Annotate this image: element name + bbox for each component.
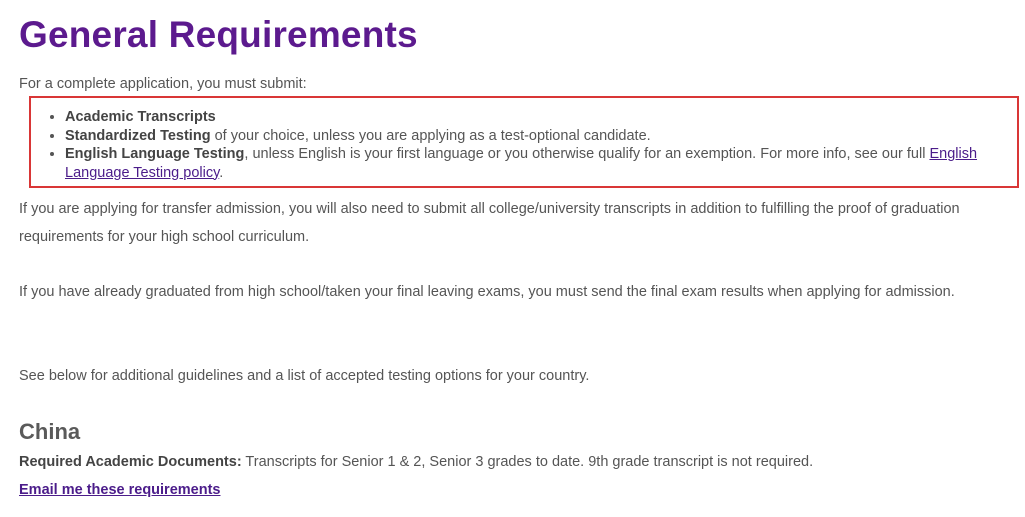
list-item — [65, 145, 1025, 182]
email-requirements-link[interactable]: Email me these requirements — [19, 482, 221, 498]
list-item — [65, 108, 1025, 127]
page-title: General Requirements — [19, 14, 418, 55]
requirement-name: Academic Transcripts — [65, 109, 216, 125]
requirement-name: English Language Testing — [65, 146, 245, 162]
requirement-detail: of your choice, unless you are applying as a test-optional candidate. — [210, 127, 651, 144]
required-documents-label: Required Academic Documents: — [19, 454, 242, 470]
transfer-paragraph: If you are applying for transfer admission, you will also need to submit all college/university transcripts in addition to fulfilling the proof of graduation requirements for your high school curriculum. — [19, 201, 960, 245]
intro-text: For a complete application, you must submit: — [19, 76, 307, 92]
english-testing-policy-link[interactable]: English Language Testing policy — [65, 146, 978, 181]
requirement-name: Standardized Testing — [65, 127, 211, 144]
requirement-detail: , unless English is your first language or you otherwise qualify for an exemption. For more info, see our full — [244, 146, 930, 162]
list-item — [65, 127, 1025, 146]
country-heading: China — [19, 419, 81, 444]
requirements-list — [46, 108, 1025, 182]
requirement-detail-end: . — [219, 164, 224, 181]
graduated-paragraph: If you have already graduated from high school/taken your final leaving exams, you must send the final exam results when applying for admission. — [19, 284, 955, 300]
required-documents-text: Transcripts for Senior 1 & 2, Senior 3 grades to date. 9th grade transcript is not required. — [241, 454, 814, 470]
required-documents — [19, 454, 813, 470]
guidelines-paragraph: See below for additional guidelines and a list of accepted testing options for your country. — [19, 368, 590, 384]
